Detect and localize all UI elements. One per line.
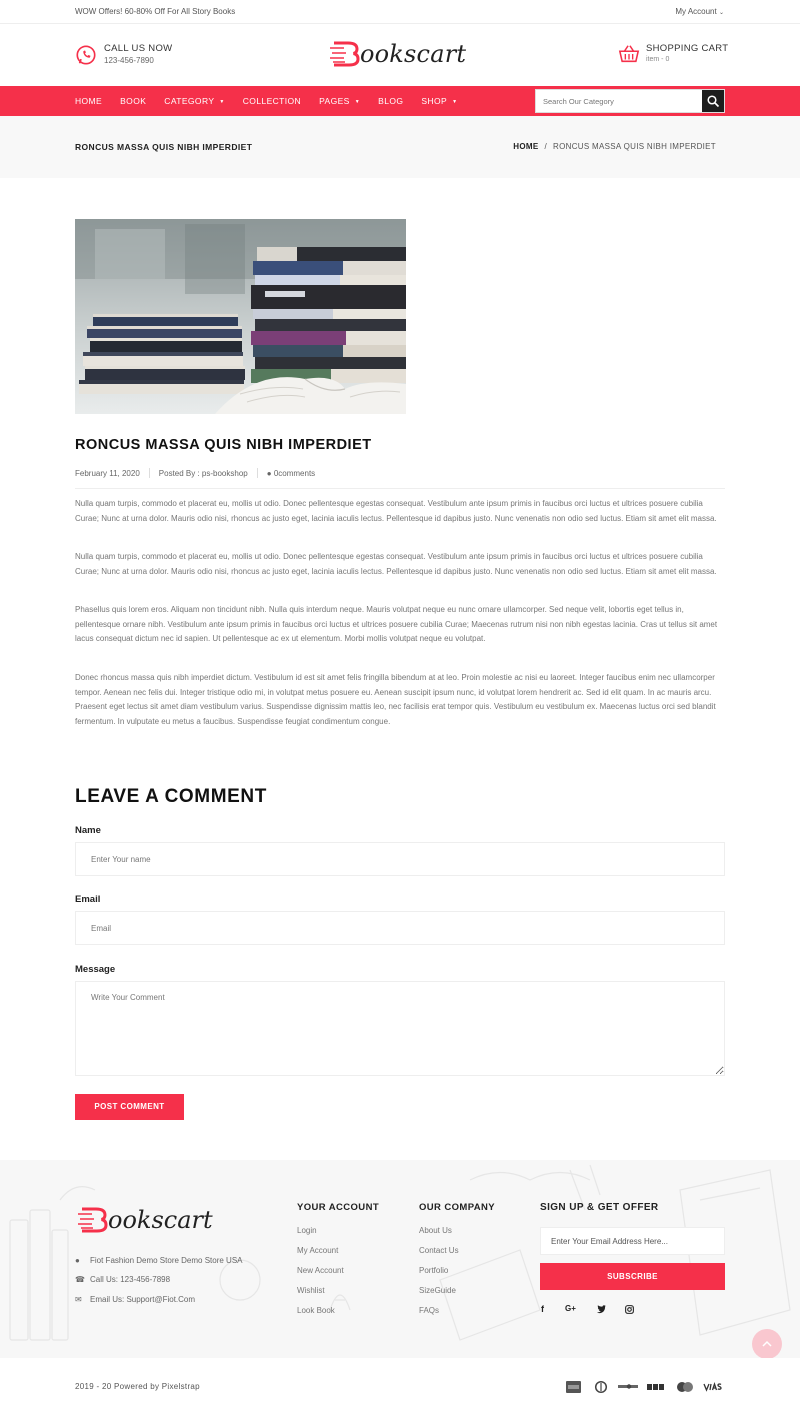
footer-our-company [419,1202,496,1315]
phone-text: Call Us: 123-456-7898 [90,1275,171,1284]
email-label: Email [75,894,101,905]
message-label: Message [75,964,116,975]
meta-divider [257,468,258,478]
amex-icon [566,1380,581,1394]
nav-item-blog[interactable] [378,96,403,106]
nav-item-label: BLOG [378,96,404,106]
search-box [535,89,725,113]
footer-link[interactable]: New Account [297,1266,344,1275]
footer-link[interactable]: Contact Us [419,1246,459,1255]
visa-icon [703,1380,723,1394]
diners-club-icon [594,1380,608,1394]
footer-email [75,1295,195,1304]
footer-link[interactable]: About Us [419,1226,452,1235]
cart-count: item - 0 [646,56,670,63]
site-footer [0,1160,800,1358]
main-nav [0,86,800,116]
chevron-down-icon: ▼ [219,99,225,105]
search-input[interactable] [536,90,702,112]
scroll-to-top-button[interactable] [752,1329,782,1359]
logo-book-icon [330,41,362,67]
nav-menu [75,86,475,116]
bottom-bar [0,1358,800,1420]
newsletter-heading: SIGN UP & GET OFFER [540,1202,659,1213]
footer-link[interactable]: Look Book [297,1306,335,1315]
discover-icon [618,1380,638,1394]
breadcrumb-current: RONCUS MASSA QUIS NIBH IMPERDIET [553,142,716,151]
breadcrumb-section [0,116,800,178]
site-header [0,24,800,86]
comment-heading: LEAVE A COMMENT [75,786,267,807]
nav-item-category[interactable] [164,96,224,106]
comment-icon: ● [266,469,272,478]
nav-item-pages[interactable] [319,96,360,106]
map-marker-icon: ● [75,1256,80,1265]
post-paragraph: Nulla quam turpis, commodo et placerat eu, mollis ut odio. Donec pellentesque egestas consequat. Vestibulum ante ipsum primis in faucibus orci luctus et ultrices posuere cubilia Curae; Nunc at urna dolor. Mauris odio nisi, rhoncus ac justo eget, lacinia iaculis lectus. Pellentesque id dapibus justo. Nunc venenatis non odio sed luctus. Etiam sit amet elit massa. [75,499,717,523]
logo-text: ookscart [360,40,467,68]
nav-item-home[interactable] [75,96,102,106]
meta-divider [149,468,150,478]
nav-item-shop[interactable] [421,96,457,106]
nav-item-label: CATEGORY [164,96,215,106]
post-paragraph: Donec rhoncus massa quis nibh imperdiet dictum. Vestibulum id est sit amet felis fringilla bibendum at at leo. Proin molestie ac nisi eu laoreet. Integer faucibus enim nec ullamcorper tempor. Aenean nec felis dui. Integer tristique odio mi, in volutpat metus posuere eu. Aenean suscipit ipsum nunc, id volutpat lorem hendrerit ac. Sed id elit quam. In ac mauris arcu. Praesent eget lectus sit amet diam vestibulum varius. Suspendisse dignissim mattis leo, nec facilisis erat tempor quis. Vestibulum eu vestibulum ex. Maecenas luctus orci sed blandit fermentum. In vulputate eu metus a faucibus. Suspendisse feugiat condimentum congue. [75,673,716,726]
jcb-icon [647,1380,665,1394]
message-field[interactable] [75,981,725,1076]
breadcrumb [513,142,716,151]
nav-item-label: SHOP [421,96,448,106]
breadcrumb-home[interactable]: HOME [513,142,539,151]
google-plus-icon[interactable]: G+ [565,1304,576,1313]
nav-item-label: HOME [75,96,103,106]
envelope-icon: ✉ [75,1295,82,1304]
nav-item-book[interactable] [120,96,146,106]
post-paragraph: Phasellus quis lorem eros. Aliquam non tincidunt nibh. Nulla quis interdum neque. Mauris volutpat neque eu nunc ornare ullamcorper. Sed neque velit, lobortis eget tellus in, pellentesque ornare nibh. Vestibulum ante ipsum primis in faucibus orci luctus et ultrices posuere cubilia Curae; Maecenas rutrum nisi non nibh egestas lacinia. Cras ut tellus sit amet lacus consequat dictum nec id sapien. Ut pellentesque ac ex ut elementum. Morbi mollis volutpat neque eu volutpat. [75,605,718,643]
nav-item-label: BOOK [120,96,147,106]
email-text: Email Us: Support@Fiot.Com [90,1295,196,1304]
call-us-number: 123-456-7890 [104,56,154,65]
promo-text: WOW Offers! 60-80% Off For All Story Books [75,7,236,16]
footer-link[interactable]: Login [297,1226,317,1235]
footer-link[interactable]: Portfolio [419,1266,449,1275]
whatsapp-icon [75,44,97,66]
instagram-icon[interactable] [625,1305,634,1314]
footer-phone [75,1275,170,1284]
post-author[interactable]: Posted By : ps-bookshop [158,469,248,478]
cart-title: SHOPPING CART [646,43,729,54]
my-account-label: My Account [675,7,717,16]
footer-your-account [297,1202,380,1315]
name-field[interactable] [75,842,725,876]
footer-link[interactable]: Wishlist [297,1286,325,1295]
your-account-heading: YOUR ACCOUNT [297,1202,380,1213]
subscribe-button[interactable]: SUBSCRIBE [540,1263,725,1290]
chevron-up-icon [752,1329,782,1359]
footer-address [75,1256,243,1265]
chevron-down-icon: ▼ [354,99,361,105]
meta-divider-line [75,488,725,489]
nav-item-label: PAGES [319,96,350,106]
search-icon [702,90,724,112]
site-logo[interactable] [330,40,470,70]
name-label: Name [75,825,101,836]
footer-logo-text: ookscart [108,1206,213,1234]
post-comment-button[interactable]: POST COMMENT [75,1094,184,1120]
basket-icon [618,43,640,65]
phone-icon: ☎ [75,1275,85,1284]
top-bar [0,0,800,24]
mastercard-icon [675,1380,695,1394]
newsletter-email-input[interactable] [540,1227,725,1255]
our-company-heading: OUR COMPANY [419,1202,496,1213]
post-title: RONCUS MASSA QUIS NIBH IMPERDIET [75,437,372,453]
post-date: February 11, 2020 [75,469,140,478]
twitter-icon[interactable] [597,1305,606,1314]
nav-item-collection[interactable] [243,96,301,106]
comments-count: 0comments [273,469,316,478]
post-meta [75,468,315,478]
chevron-down-icon: ▼ [452,99,458,105]
footer-link[interactable]: My Account [297,1246,339,1255]
post-paragraph: Nulla quam turpis, commodo et placerat eu, mollis ut odio. Donec pellentesque egestas consequat. Vestibulum ante ipsum primis in faucibus orci luctus et ultrices posuere cubilia Curae; Nunc at urna dolor. Mauris odio nisi, rhoncus ac justo eget, lacinia iaculis lectus. Pellentesque id dapibus justo. Nunc venenatis non odio sed luctus. Etiam sit amet elit massa. [75,552,717,576]
facebook-icon[interactable]: f [541,1304,544,1314]
nav-item-label: COLLECTION [242,96,302,106]
page-title: RONCUS MASSA QUIS NIBH IMPERDIET [75,142,253,152]
chevron-down-icon: ⌄ [718,10,724,16]
call-us-title: CALL US NOW [104,43,173,54]
post-image [75,219,406,414]
email-field[interactable] [75,911,725,945]
logo-book-icon [78,1207,110,1233]
search-button[interactable] [702,90,724,112]
footer-link[interactable]: FAQs [419,1306,440,1315]
address-text: Fiot Fashion Demo Store Demo Store USA [90,1256,243,1265]
comments-link[interactable] [267,469,315,478]
breadcrumb-separator: / [544,142,548,151]
my-account-dropdown[interactable] [675,7,724,16]
footer-logo[interactable] [78,1206,218,1236]
copyright-text: 2019 - 20 Powered by Pixelstrap [75,1382,200,1391]
footer-link[interactable]: SizeGuide [419,1286,456,1295]
